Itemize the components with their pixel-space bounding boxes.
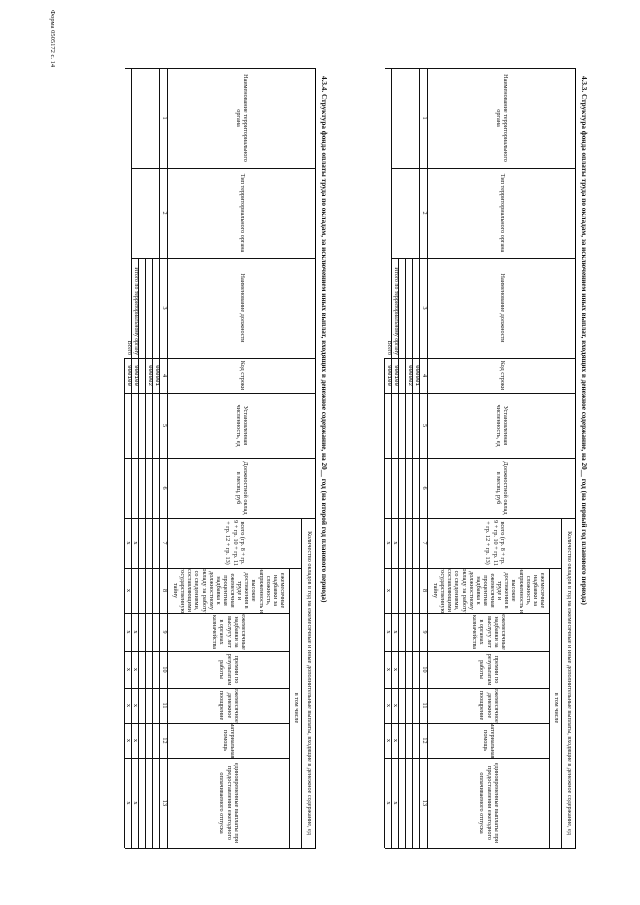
section-title: 4.3.4. Структура фонда оплаты труда по окладам, за исключением иных выплат, входящих в денежное содержание, на 20__ год (на второй год планового периода) <box>320 76 328 603</box>
header-col9: ежемесячные надбавки за выслугу лет в органах казначейства <box>471 614 507 650</box>
x-mark: x <box>392 667 400 672</box>
table-rule <box>152 258 153 848</box>
header-col12: материальная помощь <box>222 722 237 759</box>
x-mark: x <box>385 801 393 805</box>
header-headcount: Установленная численность, ед <box>495 404 510 447</box>
column-number: 2 <box>420 211 428 215</box>
column-number: 12 <box>420 737 428 744</box>
header-line-code: Код строки <box>498 360 506 391</box>
line-code-cell: 000001 <box>413 365 421 386</box>
x-mark: x <box>385 703 393 708</box>
table-rule <box>412 258 413 848</box>
header-monthly-salary: Должностной оклад в месяц, руб <box>235 461 250 515</box>
column-number: 9 <box>420 630 428 634</box>
table-rule <box>385 848 576 849</box>
grand-total-label: Всего <box>125 340 132 355</box>
column-number: 5 <box>160 423 168 428</box>
line-code-cell: 900100 <box>125 365 133 386</box>
section-title: 4.3.3. Структура фонда оплаты труда по окладам, за исключением иных выплат, входящих в денежное содержание, на 20__ год (на первый год планового периода) <box>580 76 588 605</box>
header-line-code: Код строки <box>238 360 246 391</box>
grand-total-label: Всего <box>385 340 392 355</box>
x-mark: x <box>125 541 133 545</box>
x-mark: x <box>385 630 393 634</box>
column-number: 9 <box>160 630 168 634</box>
column-number: 13 <box>160 799 168 807</box>
line-code-cell: 000002 <box>406 365 414 386</box>
header-col9: ежемесячные надбавки за выслугу лет в органах казначейства <box>211 614 247 650</box>
header-col11: ежемесячное денежное поощрение <box>478 688 500 723</box>
x-mark: x <box>125 667 133 672</box>
column-number: 5 <box>420 423 428 428</box>
subtotal-label: Итого по территориальному органу <box>132 267 139 355</box>
column-number: 8 <box>420 588 428 593</box>
x-mark: x <box>385 588 393 593</box>
x-mark: x <box>132 630 140 634</box>
header-in-that: в том числе <box>292 692 300 724</box>
header-territorial-body-type: Тип территориального органа <box>238 173 246 253</box>
x-mark: x <box>132 738 140 743</box>
form-code: Форма 0505172 с. 14 <box>49 10 56 68</box>
column-number: 7 <box>160 541 168 545</box>
column-number: 1 <box>420 116 428 120</box>
line-code-cell <box>139 358 146 393</box>
header-col13: единовременные выплаты при предоставлении ежегодного оплачиваемого отпуска <box>218 762 240 844</box>
line-code-cell: 900100 <box>385 365 393 386</box>
column-number: 3 <box>420 306 428 310</box>
column-number: 8 <box>160 588 168 593</box>
x-mark: x <box>385 667 393 672</box>
header-territorial-body-type: Тип территориального органа <box>498 173 506 253</box>
column-number: 12 <box>160 737 168 744</box>
column-number: 13 <box>420 799 428 807</box>
x-mark: x <box>392 738 400 743</box>
header-in-that: в том числе <box>552 692 560 724</box>
table-rule <box>405 258 406 848</box>
line-code-cell <box>399 358 406 393</box>
x-mark: x <box>125 738 133 743</box>
header-col12: материальная помощь <box>482 722 497 759</box>
line-code-cell: 000001 <box>153 365 161 386</box>
header-col11: ежемесячное денежное поощрение <box>218 688 240 723</box>
line-code-cell: 000002 <box>146 365 154 386</box>
x-mark: x <box>125 630 133 634</box>
subtotal-label: Итого по территориальному органу <box>392 267 399 355</box>
header-territorial-body-name: Наименование территориального органа <box>235 74 250 162</box>
column-number: 4 <box>160 373 168 378</box>
header-salaries-group: Количество окладов в год на ежемесячные и иные дополнительные выплаты, входящие в денежное содержание, ед <box>565 531 573 835</box>
structure-table <box>66 68 316 848</box>
column-number: 6 <box>420 486 428 490</box>
column-number: 6 <box>160 486 168 490</box>
header-headcount: Установленная численность, ед <box>235 404 250 447</box>
header-position-name: Наименование должности <box>238 273 246 343</box>
table-rule <box>145 258 146 848</box>
column-number: 2 <box>160 211 168 215</box>
header-monthly-salary: Должностной оклад в месяц, руб <box>495 461 510 515</box>
x-mark: x <box>125 588 133 593</box>
structure-table <box>326 68 576 848</box>
header-total-salaries: всего (гр. 8 + гр. 9 + гр. 10 + гр. 11 + гр. 12 + гр. 13) <box>224 520 246 566</box>
line-code-cell: 900100 <box>392 365 400 386</box>
header-col13: единовременные выплаты при предоставлении ежегодного оплачиваемого отпуска <box>478 762 500 844</box>
header-salaries-group: Количество окладов в год на ежемесячные и иные дополнительные выплаты, входящие в денежное содержание, ед <box>305 531 313 835</box>
x-mark: x <box>392 703 400 708</box>
x-mark: x <box>125 703 133 708</box>
column-number: 1 <box>160 116 168 120</box>
x-mark: x <box>125 801 133 805</box>
x-mark: x <box>132 703 140 708</box>
header-col8: ежемесячные надбавки за сложность, напряженность и высокие достижения в труде и ежемесячная процентная надбавка к должностному окладу за работу со сведениями, составляющими государственную тайну <box>432 567 546 614</box>
header-col10: премии по результатам работы <box>478 653 500 686</box>
x-mark: x <box>132 541 140 545</box>
x-mark: x <box>392 630 400 634</box>
header-total-salaries: всего (гр. 8 + гр. 9 + гр. 10 + гр. 11 + гр. 12 + гр. 13) <box>484 520 506 566</box>
column-number: 7 <box>420 541 428 545</box>
header-position-name: Наименование должности <box>498 273 506 343</box>
x-mark: x <box>392 801 400 805</box>
header-col10: премии по результатам работы <box>218 653 240 686</box>
rotated-sheet <box>64 16 596 886</box>
x-mark: x <box>132 801 140 805</box>
header-territorial-body-name: Наименование территориального органа <box>495 74 510 162</box>
x-mark: x <box>385 541 393 545</box>
column-number: 10 <box>160 666 168 673</box>
table-rule <box>125 848 316 849</box>
column-number: 11 <box>160 702 168 709</box>
x-mark: x <box>385 738 393 743</box>
header-col8: ежемесячные надбавки за сложность, напряженность и высокие достижения в труде и ежемесячная процентная надбавка к должностному окладу за работу со сведениями, составляющими государственную тайну <box>172 567 286 614</box>
column-number: 3 <box>160 306 168 310</box>
x-mark: x <box>132 667 140 672</box>
x-mark: x <box>392 541 400 545</box>
line-code-cell: 900100 <box>132 365 140 386</box>
column-number: 10 <box>420 666 428 673</box>
column-number: 11 <box>420 702 428 709</box>
column-number: 4 <box>420 373 428 378</box>
